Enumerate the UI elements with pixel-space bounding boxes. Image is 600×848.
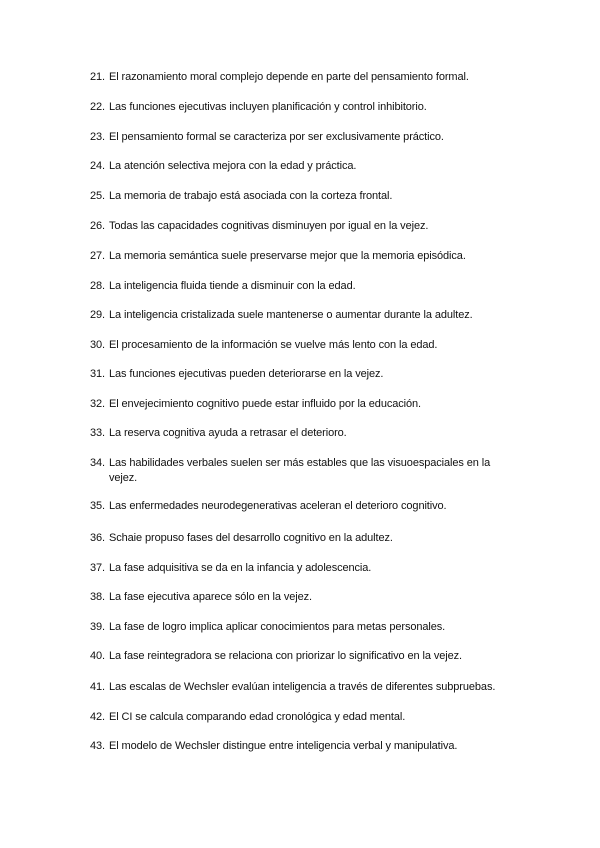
list-item [90, 159, 510, 174]
item-number: 24. [90, 160, 105, 172]
item-text: Las escalas de Wechsler evalúan inteligencia a través de diferentes subpruebas. [109, 681, 496, 693]
list-item [90, 397, 510, 412]
item-number: 35. [90, 500, 105, 512]
list-item [90, 279, 510, 294]
item-text: La memoria semántica suele preservarse mejor que la memoria episódica. [109, 250, 466, 262]
item-number: 37. [90, 562, 105, 574]
item-text: La reserva cognitiva ayuda a retrasar el deterioro. [109, 427, 347, 439]
item-number: 23. [90, 131, 105, 143]
item-number: 25. [90, 190, 105, 202]
list-item [90, 130, 510, 145]
list-item [90, 531, 510, 546]
list-item [90, 561, 510, 576]
list-item [90, 219, 510, 234]
item-number: 39. [90, 621, 105, 633]
item-text: El pensamiento formal se caracteriza por ser exclusivamente práctico. [109, 131, 444, 143]
item-number: 43. [90, 740, 105, 752]
list-item [90, 649, 510, 664]
item-text: La fase reintegradora se relaciona con priorizar lo significativo en la vejez. [109, 650, 462, 662]
item-number: 31. [90, 368, 105, 380]
item-text: El procesamiento de la información se vuelve más lento con la edad. [109, 339, 438, 351]
list-item [90, 308, 510, 323]
list-item [90, 189, 510, 204]
item-text: Las funciones ejecutivas pueden deteriorarse en la vejez. [109, 368, 384, 380]
item-number: 32. [90, 398, 105, 410]
list-item [90, 680, 510, 695]
item-text: El razonamiento moral complejo depende en parte del pensamiento formal. [109, 71, 469, 83]
item-text: Las enfermedades neurodegenerativas aceleran el deterioro cognitivo. [109, 500, 447, 512]
item-text: El modelo de Wechsler distingue entre inteligencia verbal y manipulativa. [109, 740, 458, 752]
item-text: Las habilidades verbales suelen ser más estables que las visuoespaciales en la vejez. [109, 457, 491, 484]
item-number: 27. [90, 250, 105, 262]
list-item [90, 367, 510, 382]
item-text: Schaie propuso fases del desarrollo cognitivo en la adultez. [109, 532, 393, 544]
item-number: 30. [90, 339, 105, 351]
item-text: La inteligencia fluida tiende a disminuir con la edad. [109, 280, 356, 292]
item-text: El CI se calcula comparando edad cronológica y edad mental. [109, 711, 406, 723]
list-item [90, 620, 510, 635]
item-text: La fase de logro implica aplicar conocimientos para metas personales. [109, 621, 446, 633]
item-text: La atención selectiva mejora con la edad y práctica. [109, 160, 357, 172]
item-number: 36. [90, 532, 105, 544]
item-text: La memoria de trabajo está asociada con la corteza frontal. [109, 190, 393, 202]
item-text: La fase adquisitiva se da en la infancia y adolescencia. [109, 562, 372, 574]
item-text: La inteligencia cristalizada suele mantenerse o aumentar durante la adultez. [109, 309, 473, 321]
item-number: 26. [90, 220, 105, 232]
list-item [90, 590, 510, 605]
list-item [90, 100, 510, 115]
list-item [90, 456, 510, 486]
list-item [90, 426, 510, 441]
item-text: La fase ejecutiva aparece sólo en la vejez. [109, 591, 312, 603]
list-item [90, 70, 510, 85]
list-item [90, 499, 510, 514]
item-number: 38. [90, 591, 105, 603]
list-item [90, 710, 510, 725]
item-number: 41. [90, 681, 105, 693]
item-number: 28. [90, 280, 105, 292]
item-number: 29. [90, 309, 105, 321]
item-number: 21. [90, 71, 105, 83]
item-number: 40. [90, 650, 105, 662]
list-item [90, 338, 510, 353]
item-number: 22. [90, 101, 105, 113]
item-text: El envejecimiento cognitivo puede estar influido por la educación. [109, 398, 421, 410]
list-item [90, 739, 510, 754]
list-item [90, 249, 510, 264]
item-text: Todas las capacidades cognitivas disminuyen por igual en la vejez. [109, 220, 429, 232]
item-number: 42. [90, 711, 105, 723]
item-number: 33. [90, 427, 105, 439]
item-text: Las funciones ejecutivas incluyen planificación y control inhibitorio. [109, 101, 427, 113]
item-number: 34. [90, 457, 105, 469]
